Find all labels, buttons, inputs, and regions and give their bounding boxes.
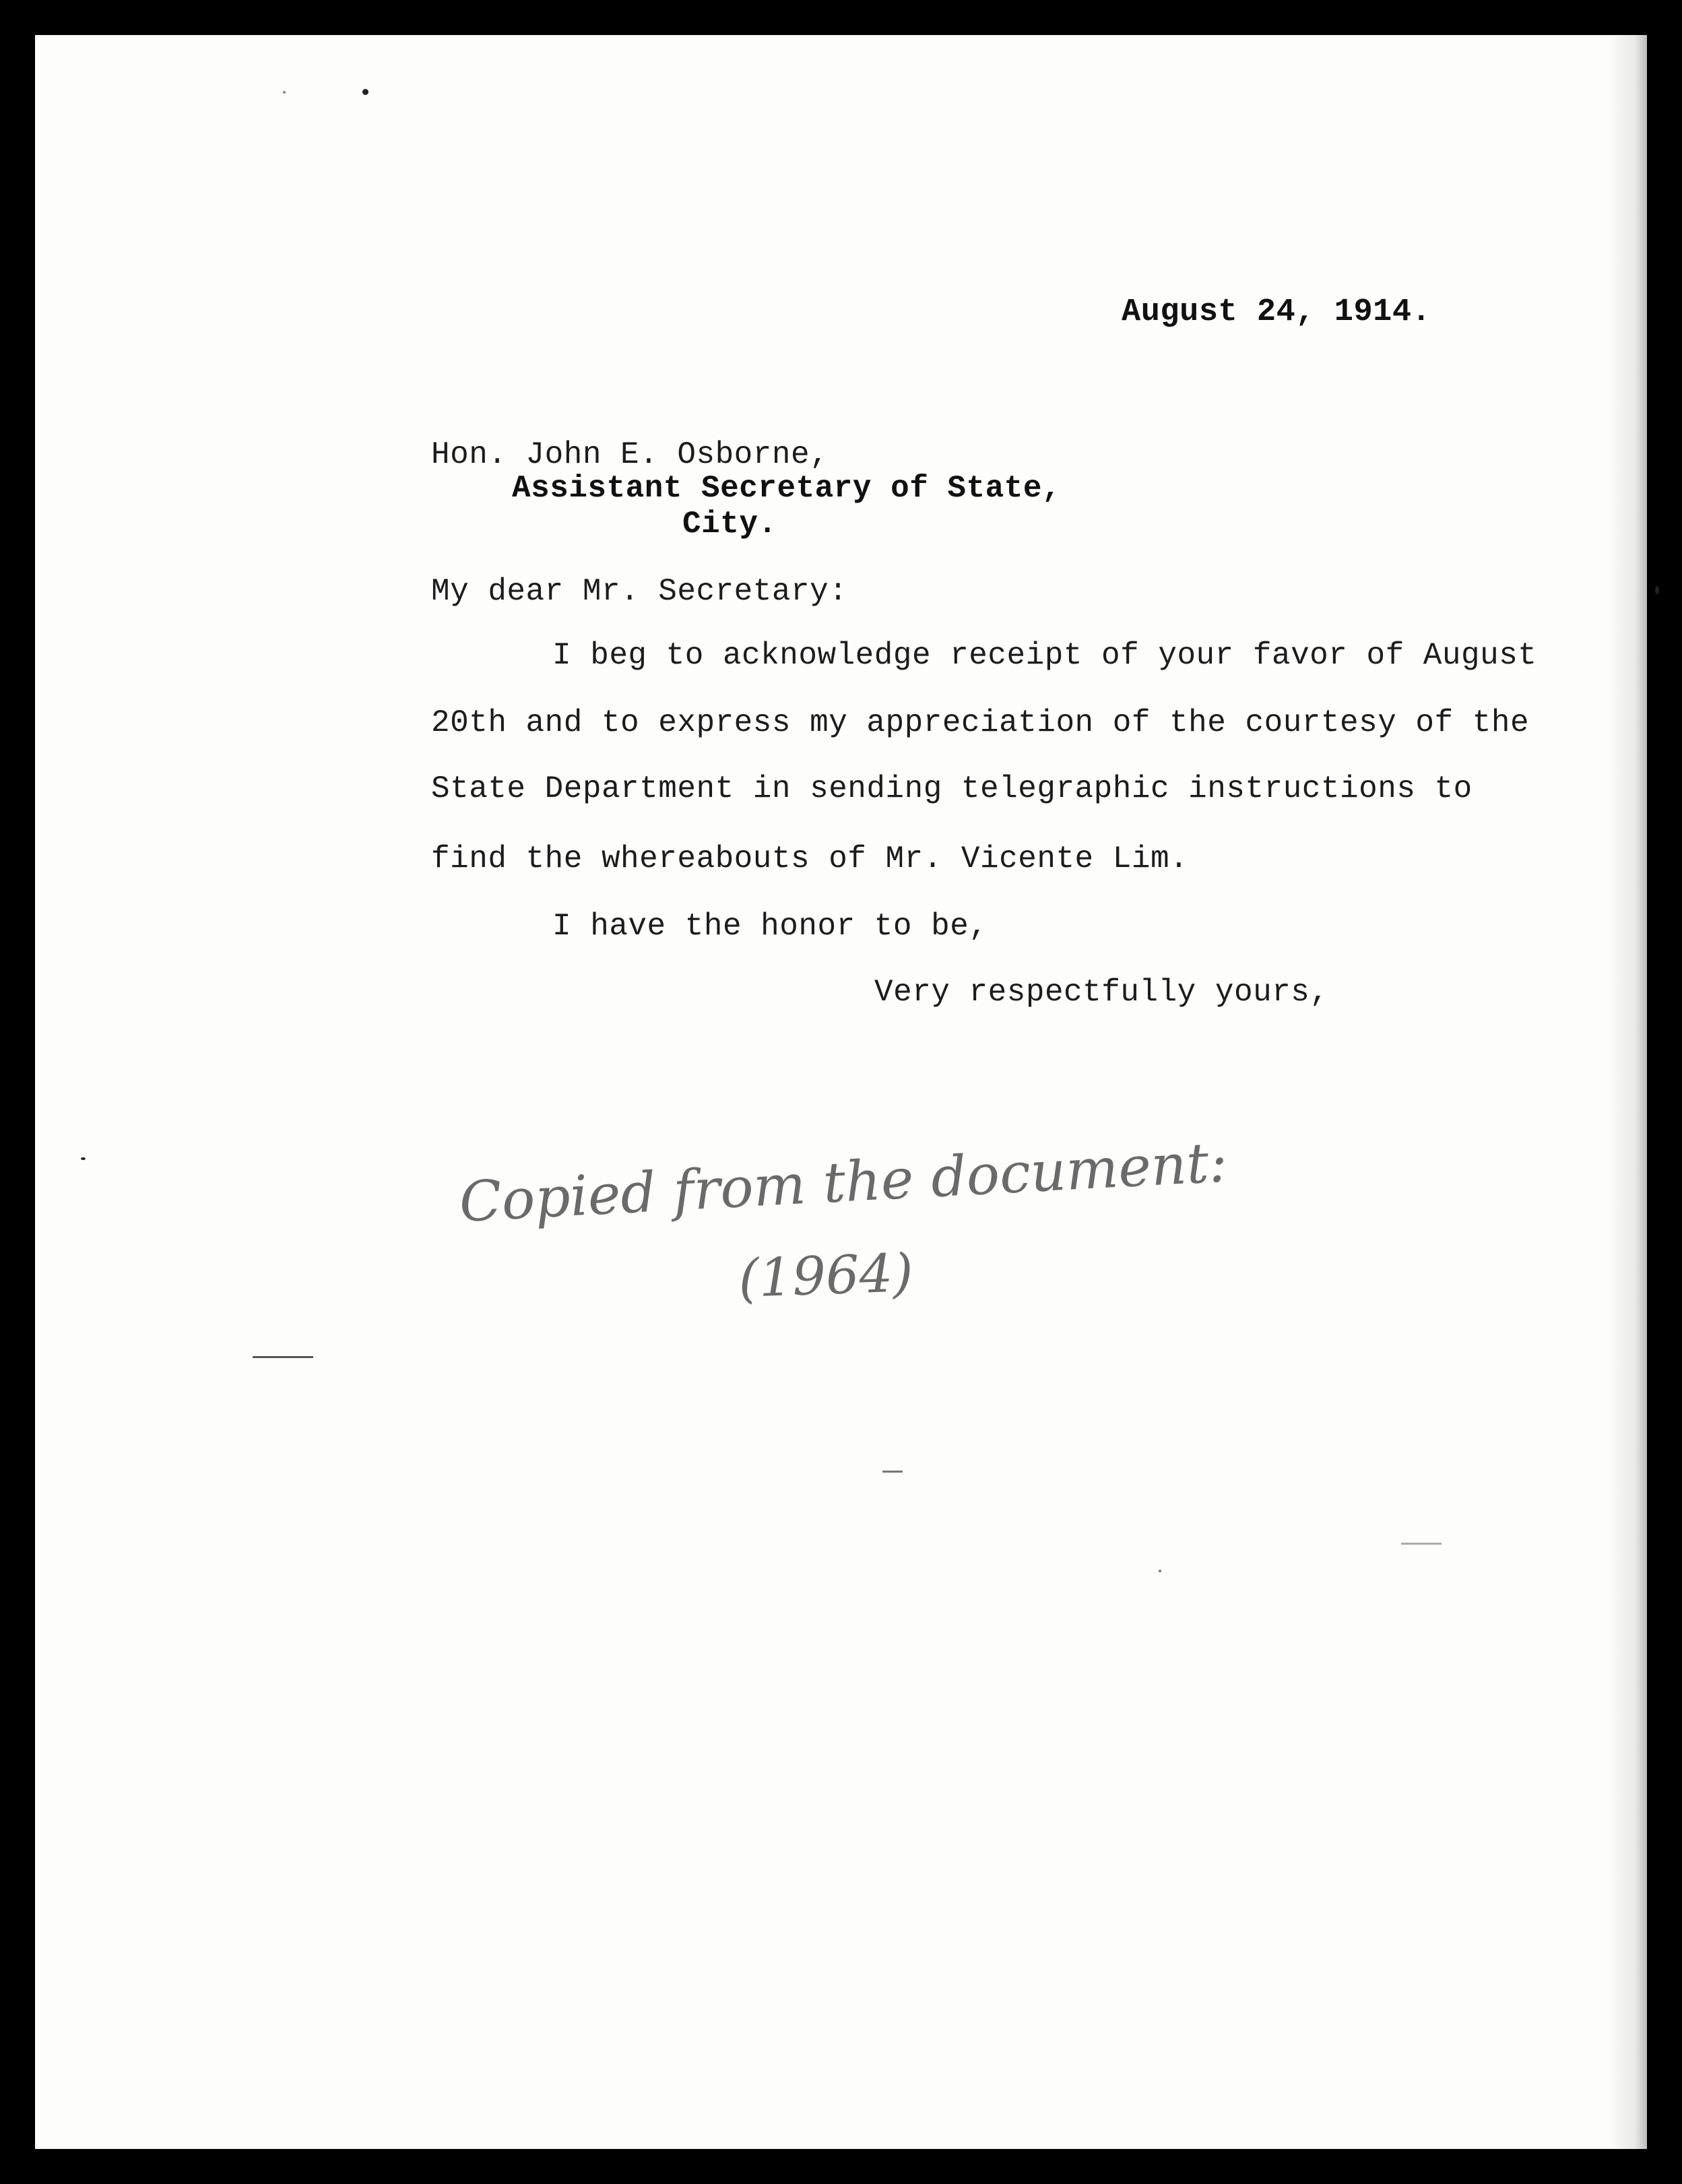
scan-speck [362, 89, 368, 95]
recipient-name: Hon. John E. Osborne, [431, 437, 829, 472]
recipient-title: Assistant Secretary of State, [512, 471, 1062, 506]
handwritten-note: Copied from the document: [457, 1130, 1229, 1235]
scan-mark [882, 1471, 903, 1473]
salutation: My dear Mr. Secretary: [431, 574, 848, 609]
scan-mark [1401, 1543, 1442, 1545]
handwritten-year: (1964) [737, 1242, 915, 1310]
scan-speck [1655, 586, 1659, 594]
paper-sheet [35, 35, 1647, 2149]
complimentary-close: Very respectfully yours, [874, 975, 1329, 1010]
scan-speck [283, 91, 286, 94]
body-line-4: find the whereabouts of Mr. Vicente Lim. [431, 841, 1189, 876]
paper-edge-shadow [1607, 35, 1647, 2149]
scan-speck [81, 1157, 86, 1160]
body-line-3: State Department in sending telegraphic instructions to [431, 771, 1473, 806]
closing-line: I have the honor to be, [552, 909, 988, 944]
recipient-city: City. [682, 507, 777, 542]
body-line-2: 20th and to express my appreciation of the courtesy of the [431, 705, 1530, 740]
body-line-1: I beg to acknowledge receipt of your favor of August [552, 638, 1537, 673]
scan-speck [1159, 1570, 1161, 1572]
scan-mark [253, 1356, 313, 1358]
letter-date: August 24, 1914. [1122, 294, 1431, 330]
